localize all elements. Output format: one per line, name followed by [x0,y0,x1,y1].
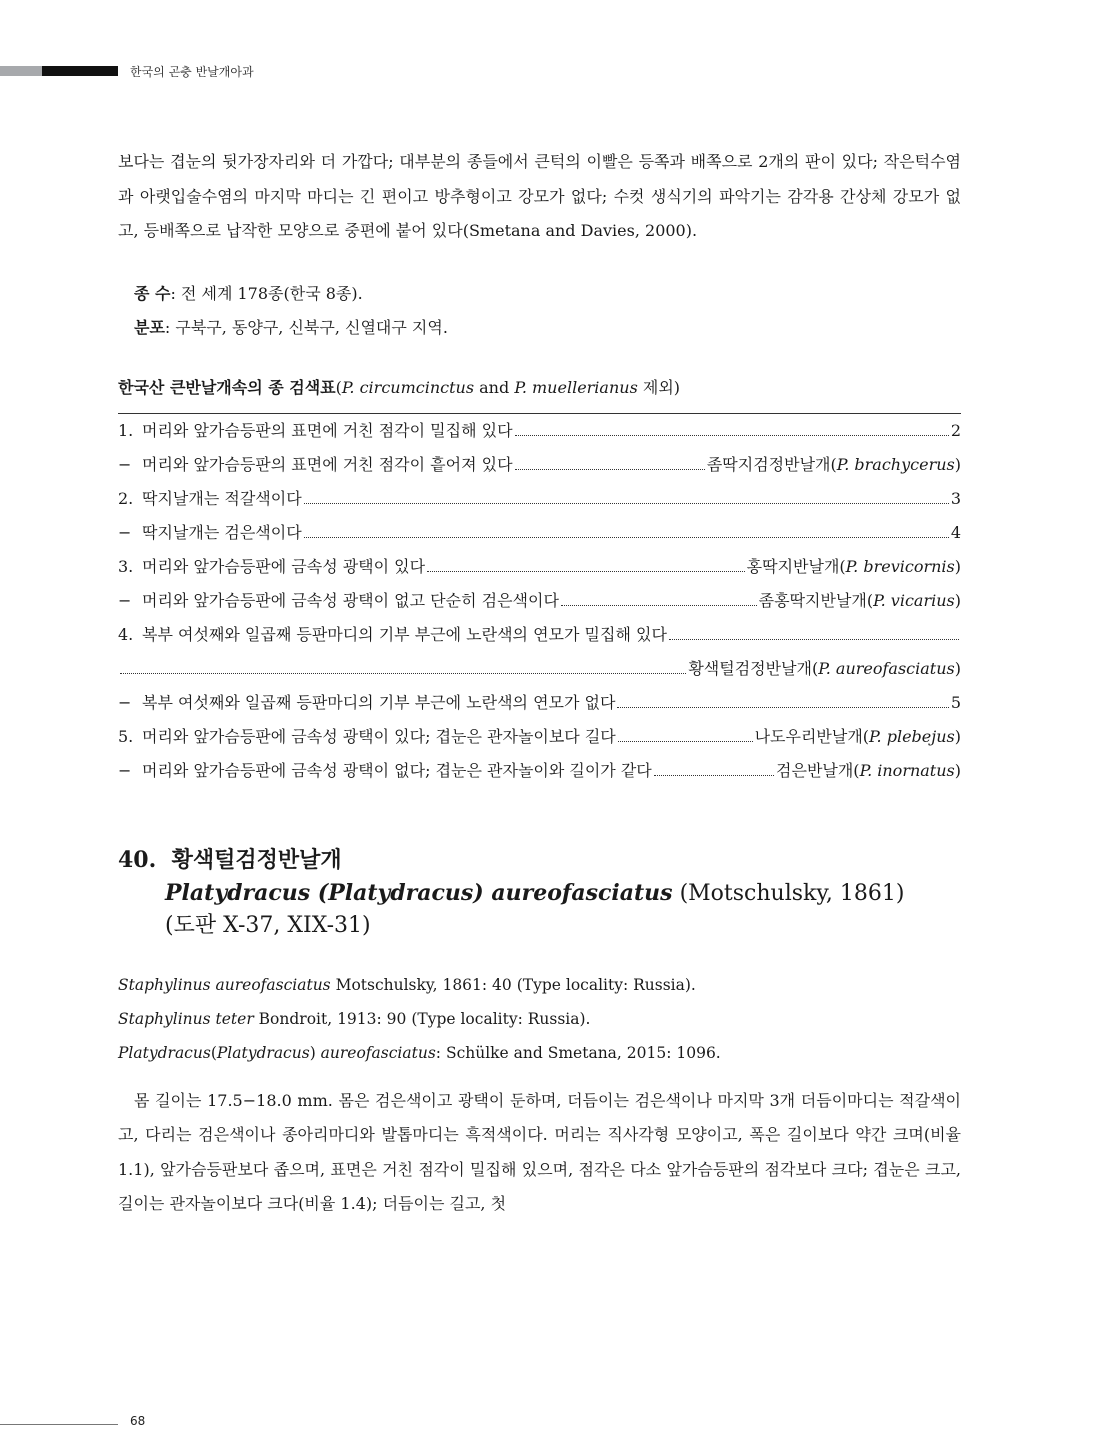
page-content [118,145,961,1222]
key-row-leader [515,469,705,470]
key-row-scientific-name: P. brevicornis [845,556,955,576]
key-row-number: 2. [118,488,134,508]
key-row-text: 복부 여섯째와 일곱째 등판마디의 기부 부근에 노란색의 연모가 밀집해 있다 [142,624,667,644]
key-row-close-paren: ) [954,760,961,780]
synonym-1 [118,968,961,1002]
key-row-leader [669,639,959,640]
synonym-1-name: Staphylinus aureofasciatus [118,975,331,994]
key-row [118,686,961,720]
key-row [118,618,961,652]
species-author: (Motschulsky, 1861) [679,880,905,906]
key-row-number: − [118,692,132,712]
species-korean-name: 황색털검정반날개 [171,846,342,873]
key-row-leader [618,741,753,742]
header-bar-black [42,66,118,76]
key-row-number: 1. [118,420,134,440]
key-row-target: 3 [950,488,961,508]
synonym-3-genus: Platydracus [118,1043,211,1062]
key-row-target: 홍딱지반날개( [746,556,846,576]
key-row [118,414,961,448]
key-row-number: 5. [118,726,134,746]
key-row [118,652,961,686]
key-row-text: 복부 여섯째와 일곱째 등판마디의 기부 부근에 노란색의 연모가 없다 [142,692,616,712]
key-row [118,448,961,482]
distribution-value: : 구북구, 동양구, 신북구, 신열대구 지역. [164,317,448,337]
key-row [118,754,961,788]
species-number: 40. [118,846,157,873]
key-title-paren: ( [335,377,342,397]
key-row-target: 5 [950,692,961,712]
key-row-close-paren: ) [954,454,961,474]
key-row-scientific-name: P. brachycerus [836,454,955,474]
synonym-3 [118,1036,961,1070]
key-row-leader [561,605,757,606]
key-row-text: 머리와 앞가슴등판에 금속성 광택이 없고 단순히 검은색이다 [142,590,559,610]
key-row-text: 딱지날개는 적갈색이다 [142,488,302,508]
key-row-close-paren: ) [954,590,961,610]
key-row-target: 나도우리반날개( [754,726,870,746]
key-row-text: 머리와 앞가슴등판에 금속성 광택이 없다; 겹눈은 관자놀이와 길이가 같다 [142,760,652,780]
key-row [118,720,961,754]
description-paragraph: 몸 길이는 17.5−18.0 mm. 몸은 검은색이고 광택이 둔하며, 더듬이는 검은색이나 마지막 3개 더듬이마디는 적갈색이고, 다리는 검은색이나 종아리마디와 발톱마디는 흑적색이다. 머리는 직사각형 모양이고, 폭은 길이보다 약간 크며(비율 1.1), 앞가슴등판보다 좁으며, 표면은 거친 점각이 밀집해 있으며, 점각은 다소 앞가슴등판의 점각보다 크다; 겹눈은 크고, 길이는 관자놀이보다 크다(비율 1.4); 더듬이는 길고, 첫 [118,1090,961,1213]
key-row-scientific-name: P. plebejus [869,726,955,746]
key-row [118,482,961,516]
key-row-text: 머리와 앞가슴등판에 금속성 광택이 있다; 겹눈은 관자놀이보다 길다 [142,726,616,746]
key-row-leader [120,673,686,674]
species-plates: (도판 X-37, XIX-31) [165,912,371,938]
key-title-bold: 한국산 큰반날개속의 종 검색표 [118,377,336,397]
synonym-3-epithet: aureofasciatus [320,1043,436,1062]
intro-paragraph: 보다는 겹눈의 뒷가장자리와 더 가깝다; 대부분의 종들에서 큰턱의 이빨은 등쪽과 배쪽으로 2개의 판이 있다; 작은턱수염과 아랫입술수염의 마지막 마디는 긴 편이고 방추형이고 강모가 없다; 수컷 생식기의 파악기는 감각용 간상체 강모가 없고, 등배쪽으로 납작한 모양으로 중편에 붙어 있다(Smetana and Davies, 2000). [118,152,961,240]
page-number: 68 [130,1414,146,1428]
key-row-number: − [118,590,132,610]
key-row-leader [427,571,745,572]
key-row-text: 딱지날개는 검은색이다 [142,522,302,542]
key-row-target: 좀홍딱지반날개( [758,590,874,610]
synonym-2 [118,1002,961,1036]
key-row-text: 머리와 앞가슴등판에 금속성 광택이 있다 [142,556,426,576]
synonym-3-paren-open: ( [210,1043,217,1062]
key-row-leader [515,435,949,436]
distribution-label: 분포 [134,317,165,337]
key-row-close-paren: ) [954,556,961,576]
key-row-close-paren: ) [954,726,961,746]
key-row-scientific-name: P. aureofasciatus [818,658,955,678]
key-row-number: 4. [118,624,134,644]
footer-rule [0,1424,118,1425]
key-row-scientific-name: P. vicarius [873,590,955,610]
key-row-leader [304,503,949,504]
key-title [118,373,961,403]
key-row [118,550,961,584]
key-row-text: 머리와 앞가슴등판의 표면에 거친 점각이 밀집해 있다 [142,420,513,440]
key-title-tail: 제외) [637,377,681,397]
key-row-text: 머리와 앞가슴등판의 표면에 거친 점각이 흩어져 있다 [142,454,513,474]
species-count-label: 종 수 [134,283,171,303]
key-row-scientific-name: P. inornatus [859,760,955,780]
synonym-2-name: Staphylinus teter [118,1009,254,1028]
species-heading [118,844,961,877]
header-bar-grey [0,66,42,76]
key-row-number: − [118,760,132,780]
species-scientific-name [165,877,961,910]
key-row-target: 4 [950,522,961,542]
key-row-target: 황색털검정반날개( [688,658,819,678]
key-row-target: 좀딱지검정반날개( [706,454,837,474]
synonym-2-citation: Bondroit, 1913: 90 (Type locality: Russia). [253,1009,591,1028]
species-count [118,277,961,311]
key-title-species-2: P. muellerianus [514,377,638,397]
species-subgenus: (Platydracus) [317,879,484,906]
key-row-target: 2 [950,420,961,440]
species-epithet: aureofasciatus [491,879,673,906]
running-title: 한국의 곤충 반날개아과 [130,65,254,79]
synonym-3-subgenus: Platydracus [216,1043,310,1062]
key-title-species-1: P. circumcinctus [341,377,475,397]
key-row-leader [617,707,948,708]
key-row-number: 3. [118,556,134,576]
key-row [118,516,961,550]
key-row [118,584,961,618]
key-row-target: 검은반날개( [776,760,860,780]
synonym-1-citation: Motschulsky, 1861: 40 (Type locality: Russia). [330,975,696,994]
synonym-3-paren-close: ) [309,1043,321,1062]
identification-key [118,413,961,788]
key-title-and: and [474,377,515,397]
species-count-value: : 전 세계 178종(한국 8종). [170,283,363,303]
key-row-close-paren: ) [954,658,961,678]
key-row-number: − [118,454,132,474]
key-row-leader [654,775,774,776]
key-row-number: − [118,522,132,542]
species-genus: Platydracus [165,879,311,906]
key-row-leader [304,537,949,538]
distribution [118,311,961,345]
synonym-3-citation: : Schülke and Smetana, 2015: 1096. [435,1043,721,1062]
